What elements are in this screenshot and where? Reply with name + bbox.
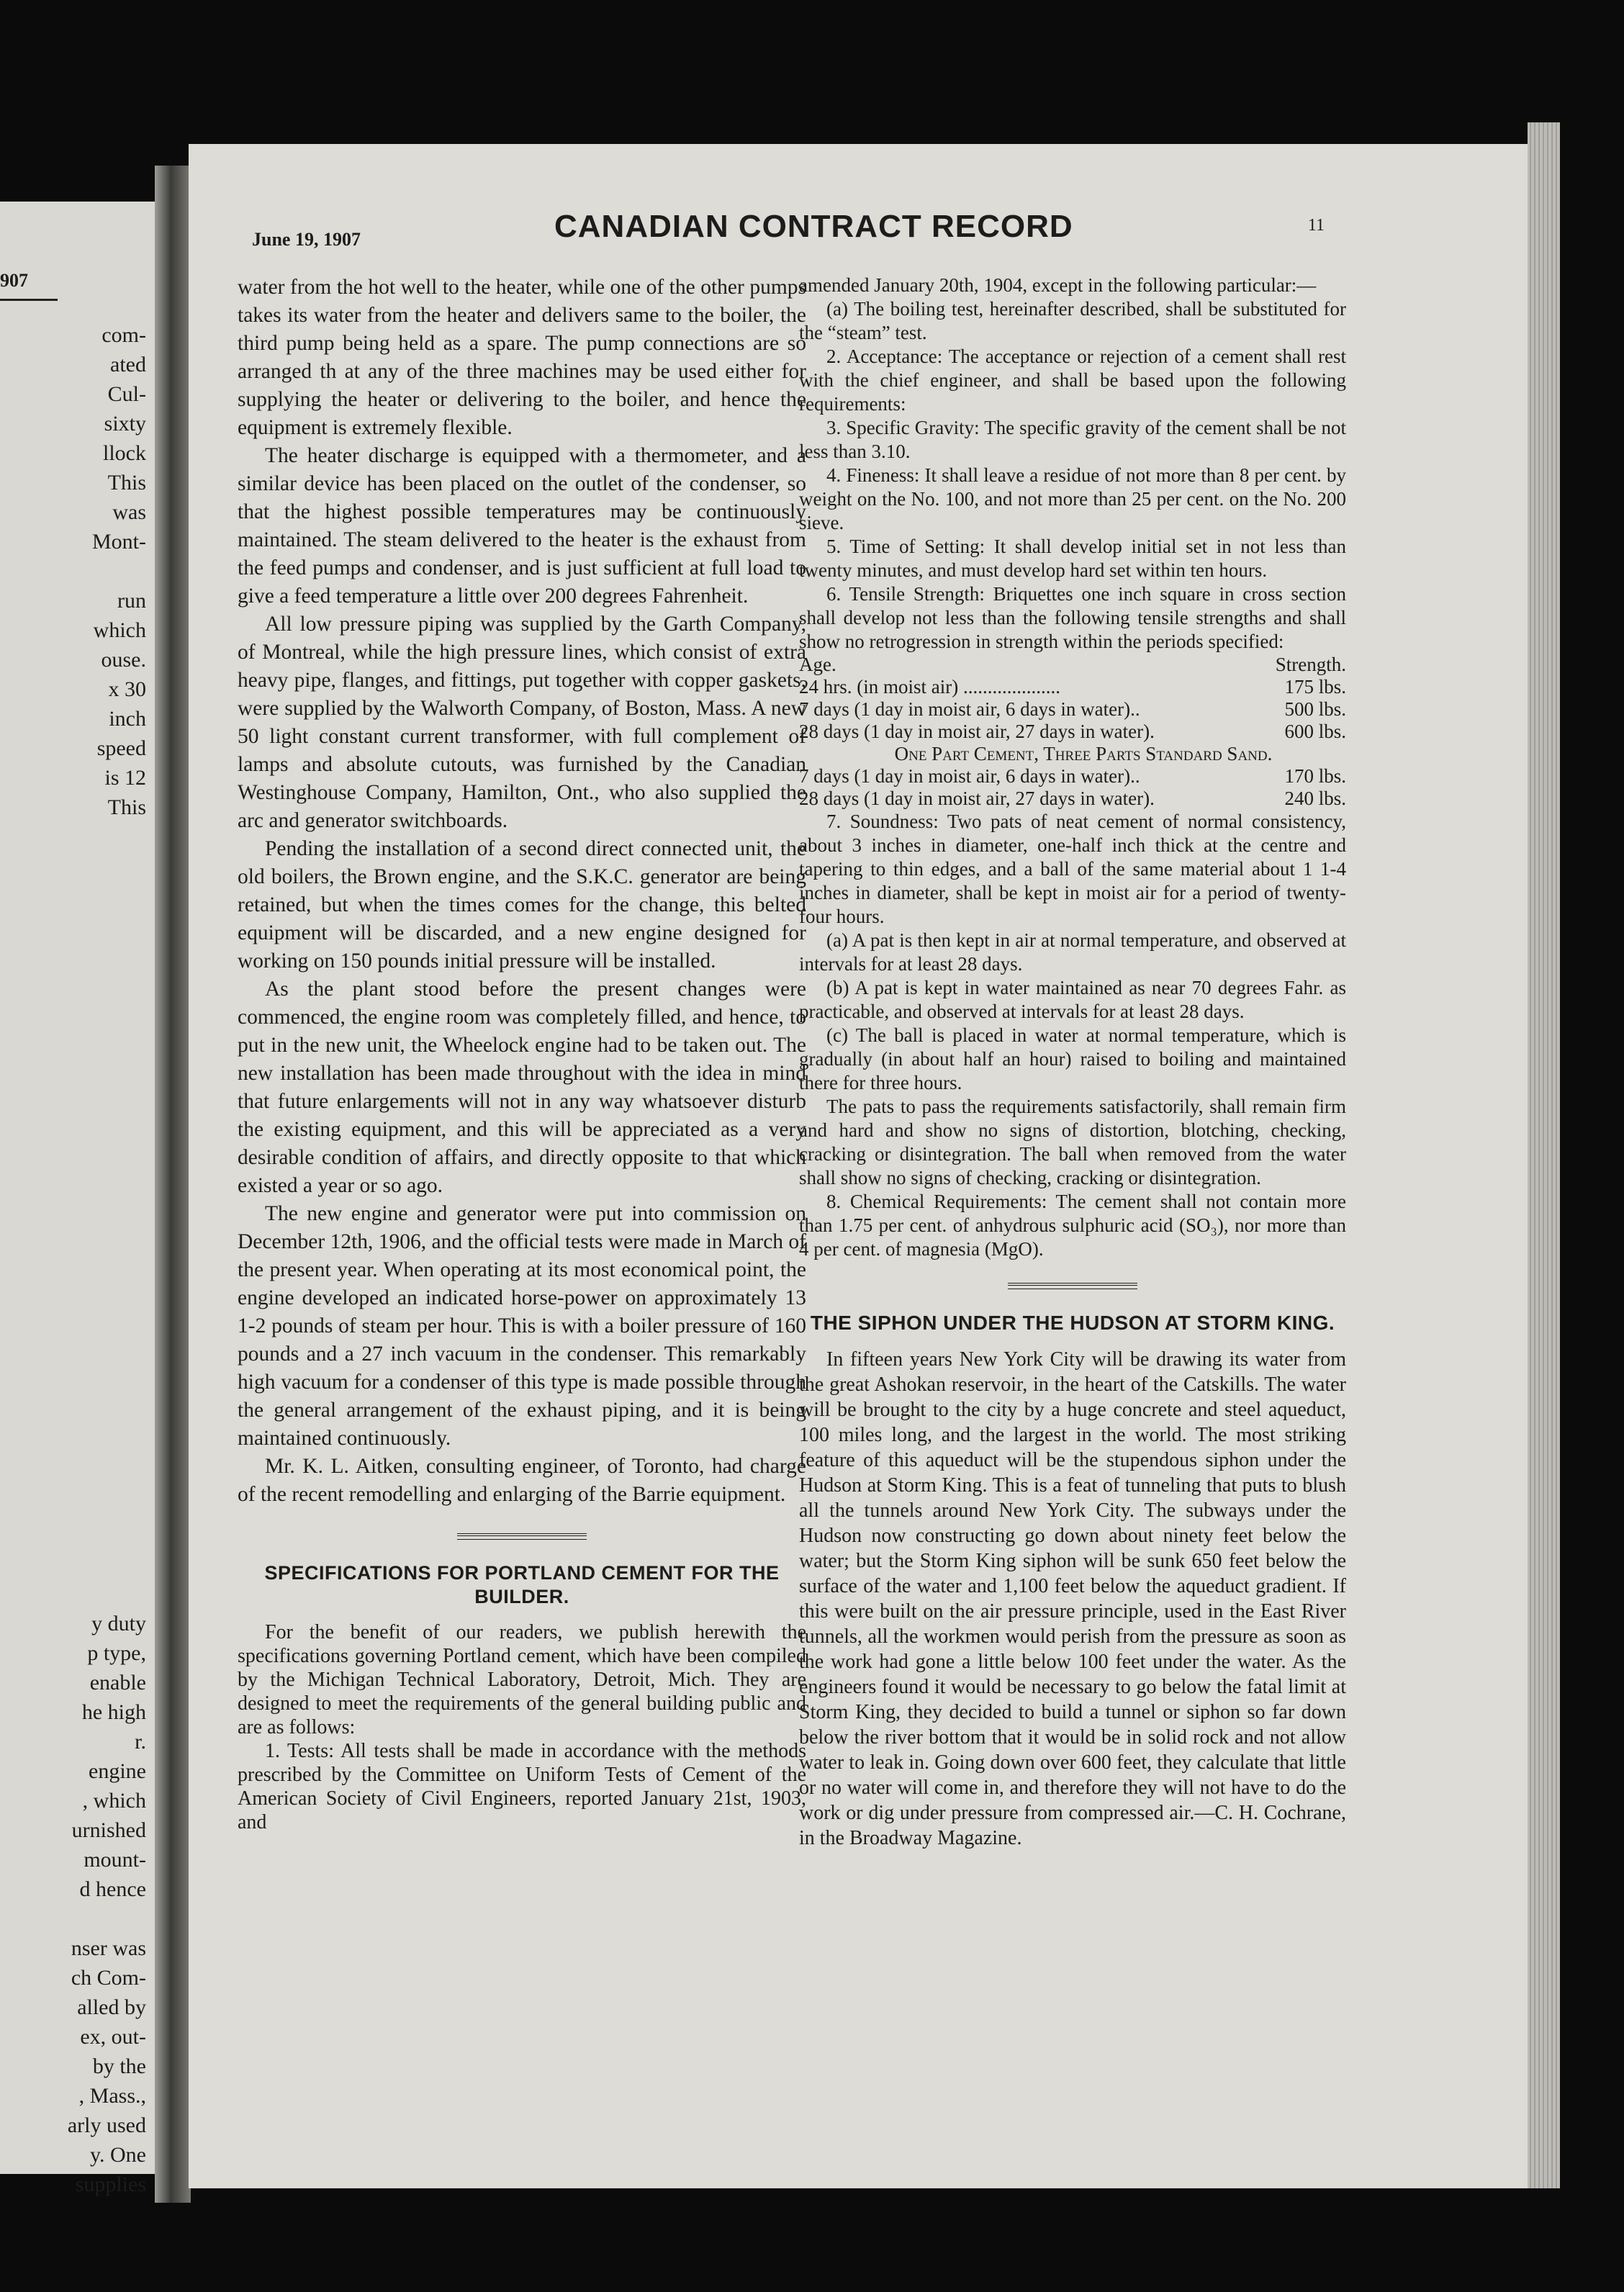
facing-page-line: ated <box>110 353 146 376</box>
age-cell: 7 days (1 day in moist air, 6 days in water).. <box>799 765 1140 787</box>
facing-page-line: he high <box>81 1700 146 1724</box>
right-column <box>799 274 1346 1851</box>
facing-page-rule <box>0 299 58 301</box>
facing-page-text-top <box>92 320 146 822</box>
running-head <box>252 209 1325 252</box>
spec-clause: (a) The boiling test, hereinafter described, shall be substituted for the “steam” test. <box>799 298 1346 343</box>
facing-page-line: alled by <box>77 1995 146 2019</box>
spec-clause: 8. Chemical Requirements: The cement shall not contain more than 1.75 per cent. of anhydrous sulphuric acid (SO₃), nor more than 4 per cent. of magnesia (MgO). <box>799 1191 1346 1260</box>
facing-page-line: p type, <box>87 1641 146 1665</box>
cement-spec-title: SPECIFICATIONS FOR PORTLAND CEMENT FOR THE BUILDER. <box>264 1562 780 1607</box>
tensile-strength-table <box>799 654 1346 810</box>
facing-page-line: is 12 <box>104 766 146 790</box>
facing-page-line: inch <box>109 707 146 731</box>
facing-page-line: supplies <box>75 2173 146 2196</box>
facing-page-line: , which <box>82 1789 146 1813</box>
paragraph: 1. Tests: All tests shall be made in accordance with the methods prescribed by the Committee on Uniform Tests of Cement of the American Society of Civil Engineers, reported January 21st, 1903, and <box>238 1740 806 1833</box>
age-cell: 7 days (1 day in moist air, 6 days in water).. <box>799 698 1140 720</box>
facing-page-line: sixty <box>104 412 146 436</box>
sand-mix-subhead: One Part Cement, Three Parts Standard Sand. <box>894 743 1273 764</box>
facing-page-text-bottom <box>68 1609 146 2199</box>
facing-page-line: This <box>107 795 146 819</box>
facing-page-line: ex, out- <box>80 2025 146 2049</box>
strength-cell: 175 lbs. <box>1284 676 1346 698</box>
spec-clause: (a) A pat is then kept in air at normal temperature, and observed at intervals for at least 28 days. <box>799 929 1346 975</box>
age-cell: 24 hrs. (in moist air) .................... <box>799 676 1060 698</box>
spec-clause: 7. Soundness: Two pats of neat cement of normal consistency, about 3 inches in diameter, one-half inch thick at the centre and tapering to thin edges, and a ball of the same material about 1 1-4 inches in diameter, shall be kept in moist air for a period of twenty-four hours. <box>799 811 1346 927</box>
page-number: 11 <box>1307 216 1325 235</box>
table-header-row <box>799 654 1346 676</box>
strength-cell: 500 lbs. <box>1284 698 1346 720</box>
facing-page-line: This <box>107 471 146 495</box>
section-divider <box>457 1533 587 1540</box>
facing-page-line: nser was <box>71 1936 146 1960</box>
table-subhead-row <box>799 743 1346 765</box>
facing-page-line: was <box>112 500 146 524</box>
strength-cell: 170 lbs. <box>1284 765 1346 787</box>
spec-clause: (b) A pat is kept in water maintained as near 70 degrees Fahr. as practicable, and observed at intervals for at least 28 days. <box>799 977 1346 1022</box>
publication-title: CANADIAN CONTRACT RECORD <box>554 209 1073 244</box>
facing-page-line: x 30 <box>108 677 146 701</box>
facing-page-line: urnished <box>71 1818 146 1842</box>
facing-page-fragment <box>0 202 155 2196</box>
article-continuation <box>238 274 806 1509</box>
left-column <box>238 274 806 1834</box>
section-divider <box>1008 1283 1137 1289</box>
spec-clause: 3. Specific Gravity: The specific gravity of the cement shall be not less than 3.10. <box>799 417 1346 462</box>
cement-spec-clauses <box>799 274 1346 654</box>
facing-page-line: d hence <box>79 1877 146 1901</box>
facing-page-line: r. <box>135 1730 146 1754</box>
age-cell: 28 days (1 day in moist air, 27 days in water). <box>799 788 1155 809</box>
paragraph: As the plant stood before the present changes were commenced, the engine room was completely filled, and hence, to put in the new unit, the Wheelock engine had to be taken out. The new installation has been made throughout with the idea in mind that future enlargements will not in any way whatsoever disturb the existing equipment, and this will be appreciated as a very desirable condition of affairs, and directly opposite to that which existed a year or so ago. <box>238 978 806 1197</box>
facing-page-line: enable <box>89 1671 146 1695</box>
spec-clause: 2. Acceptance: The acceptance or rejection of a cement shall rest with the chief engineer, and shall be based upon the following requirements: <box>799 346 1346 415</box>
spec-clause: amended January 20th, 1904, except in the following particular:— <box>799 274 1317 296</box>
facing-page-line: speed <box>96 736 146 760</box>
spec-clause: 5. Time of Setting: It shall develop initial set in not less than twenty minutes, and must develop hard set within ten hours. <box>799 536 1346 581</box>
spec-clause: (c) The ball is placed in water at normal temperature, which is gradually (in about half an hour) raised to boiling and maintained there for three hours. <box>799 1024 1346 1093</box>
facing-page-header: 907 <box>0 270 28 291</box>
paragraph: Pending the installation of a second direct connected unit, the old boilers, the Brown engine, and the S.K.C. generator are being retained, but when the times comes for the change, this belted equipment will be discarded, and a new engine designed for working on 150 pounds initial pressure will be installed. <box>238 837 806 973</box>
strength-header: Strength. <box>1275 654 1346 675</box>
facing-page-line: which <box>93 618 146 642</box>
spec-clause: 6. Tensile Strength: Briquettes one inch square in cross section shall develop not less than the following tensile strengths and shall show no retrogression in strength within the periods specified: <box>799 583 1346 652</box>
spec-clause: The pats to pass the requirements satisfactorily, shall remain firm and hard and show no signs of distortion, blotching, checking, cracking or disintegration. The ball when removed from the water shall show no signs of checking, cracking or disintegration. <box>799 1096 1346 1188</box>
cement-spec-intro <box>238 1620 806 1834</box>
issue-date: June 19, 1907 <box>252 229 361 250</box>
paragraph: For the benefit of our readers, we publish herewith the specifications governing Portland cement, which have been compiled by the Michigan Technical Laboratory, Detroit, Mich. They are designed to meet the requirements of the general building public and are as follows: <box>238 1621 806 1738</box>
age-header: Age. <box>799 654 836 675</box>
paragraph: The heater discharge is equipped with a thermometer, and a similar device has been placed on the outlet of the condenser, so that the highest possible temperatures may be continuously maintained. The steam delivered to the heater is the exhaust from the feed pumps and condenser, and is just sufficient at full load to give a feed temperature a little over 200 degrees Fahrenheit. <box>238 444 806 608</box>
facing-page-line: engine <box>89 1759 146 1783</box>
siphon-article-body: In fifteen years New York City will be drawing its water from the great Ashokan reservoir, in the heart of the Catskills. The water will be brought to the city by a huge concrete and steel aqueduct, 100 miles long, and the largest in the world. The most striking feature of this aqueduct will be the stupendous siphon under the Hudson at Storm King. This is a feat of tunneling that puts to blush all the tunnels around New York City. The subways under the Hudson now constructing go down about ninety feet below the water; but the Storm King siphon will be sunk 650 feet below the surface of the water and 1,100 feet below the aqueduct gradient. If this were built on the air pressure principle, used in the East River tunnels, all the workmen would perish from the pressure as soon as the work had gone a little below 100 feet under the water. As the engineers found it would be necessary to go below the fatal limit at Storm King, they decided to build a tunnel or siphon so far down below the river bottom that it would be in solid rock and not allow water to leak in. Going down over 600 feet, they calculate that little or no water will come in, and therefore they will not have to do the work or dig under pressure from compressed air.—C. H. Cochrane, in the Broadway Magazine. <box>799 1348 1346 1849</box>
facing-page-line <box>68 1904 146 1934</box>
age-cell: 28 days (1 day in moist air, 27 days in water). <box>799 721 1155 742</box>
strength-cell: 600 lbs. <box>1284 721 1346 742</box>
facing-page-line: Cul- <box>107 382 146 406</box>
table-row <box>799 788 1346 810</box>
facing-page-line: by the <box>92 2054 146 2078</box>
siphon-title: THE SIPHON UNDER THE HUDSON AT STORM KING. <box>810 1312 1335 1334</box>
paragraph: water from the hot well to the heater, while one of the other pumps takes its water from the heater and delivers same to the boiler, the third pump being held as a spare. The pump connections are so arranged th at any of the three machines may be used either for supplying the heater or delivering to the boiler, and hence the equipment is extremely flexible. <box>238 276 806 439</box>
facing-page-line: Mont- <box>92 530 146 554</box>
page-edges <box>1528 122 1560 2188</box>
spec-clause: 4. Fineness: It shall leave a residue of not more than 8 per cent. by weight on the No. 100, and not more than 25 per cent. on the No. 200 sieve. <box>799 464 1346 533</box>
paragraph: All low pressure piping was supplied by the Garth Company, of Montreal, while the high pressure lines, which consist of extra heavy pipe, flanges, and fittings, put together with copper gaskets, were supplied by the Walworth Company, of Boston, Mass. A new 50 light constant current transformer, with full complement of lamps and absolute cutouts, was furnished by the Canadian Westinghouse Company, Hamilton, Ont., who also supplied the arc and generator switchboards. <box>238 613 806 832</box>
table-row <box>799 721 1346 743</box>
paragraph: The new engine and generator were put into commission on December 12th, 1906, and the official tests were made in March of the present year. When operating at its most economical point, the engine developed an indicated horse-power on approximately 13 1-2 pounds of steam per hour. This is with a boiler pressure of 160 pounds and a 27 inch vacuum in the condenser. This remarkably high vacuum for a condenser of this type is made possible through the general arrangement of the exhaust piping, and it is being maintained continuously. <box>238 1202 806 1450</box>
table-row <box>799 698 1346 721</box>
table-row <box>799 765 1346 788</box>
facing-page-line: llock <box>103 441 146 465</box>
facing-page-line <box>92 556 146 586</box>
facing-page-line: arly used <box>67 2113 146 2137</box>
facing-page-line: com- <box>102 323 146 347</box>
book-gutter <box>155 166 191 2203</box>
facing-page-line: run <box>117 589 146 613</box>
facing-page-line: y. One <box>89 2143 146 2167</box>
paragraph: Mr. K. L. Aitken, consulting engineer, of Toronto, had charge of the recent remodelling and enlarging of the Barrie equipment. <box>238 1455 806 1506</box>
table-row <box>799 676 1346 698</box>
facing-page-line: ch Com- <box>71 1966 146 1990</box>
strength-cell: 240 lbs. <box>1284 788 1346 809</box>
facing-page-line: mount- <box>84 1848 146 1872</box>
facing-page-line: ouse. <box>101 648 146 672</box>
cement-spec-soundness <box>799 810 1346 1261</box>
facing-page-line: , Mass., <box>78 2084 146 2108</box>
facing-page-line: y duty <box>91 1612 146 1635</box>
